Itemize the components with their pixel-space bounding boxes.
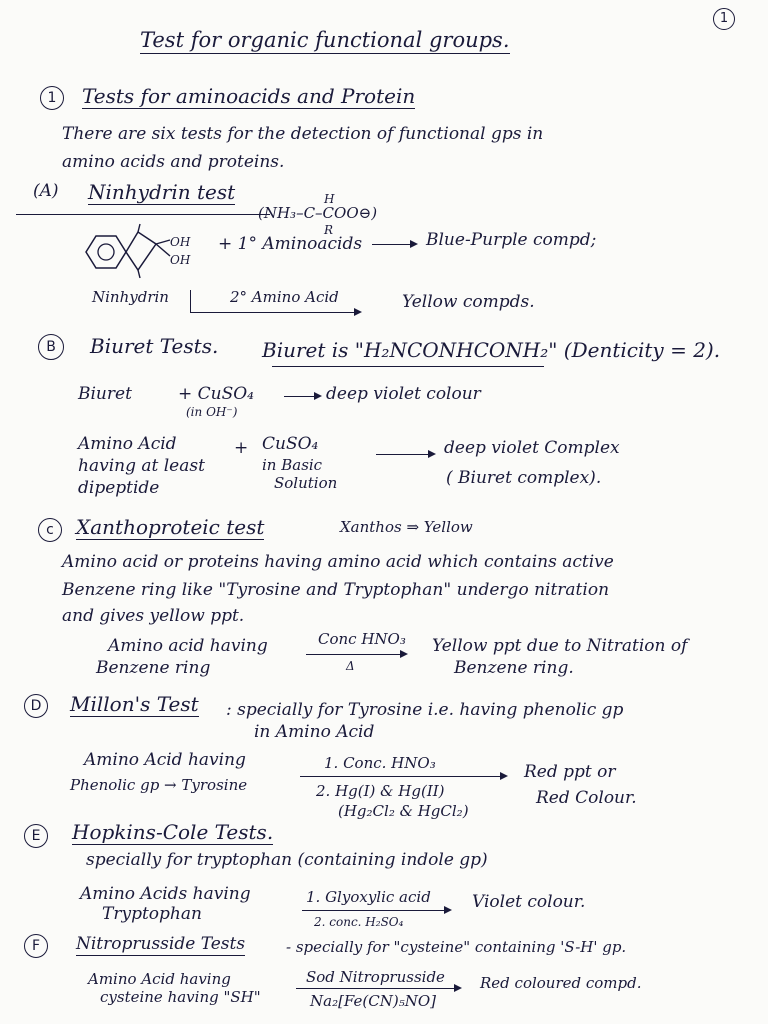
test-f-reactant-2: cysteine having "SH" [100,988,261,1006]
test-c-label: c [46,522,54,538]
test-c-paragraph-2: Benzene ring like "Tyrosine and Tryptophan" undergo nitration [62,580,610,600]
test-d-label: D [30,698,42,714]
amino-acid-h: H [324,192,335,206]
divider-line [16,214,270,215]
hydroxyl-label-1: OH [170,235,191,249]
test-d-step-1: 1. Conc. HNO₃ [324,754,436,772]
test-f-reagent-formula: Na₂[Fe(CN)₅NO] [310,992,436,1010]
hydroxyl-label-2: OH [170,253,191,267]
biuret-reaction-left: Biuret [78,384,132,404]
test-e-label: E [31,828,41,844]
test-d-step-2: 2. Hg(I) & Hg(II) [316,782,445,800]
test-d-description-1: : specially for Tyrosine i.e. having phenolic gp [226,700,624,720]
test-c-reagent: Conc HNO₃ [318,630,406,648]
page-number-badge [713,8,735,30]
test-d-reactant-2: Phenolic gp → Tyrosine [70,776,248,794]
biuret-plus: + [234,438,249,458]
biuret-product-2: ( Biuret complex). [446,468,602,488]
biuret-reaction-reagent: + CuSO₄ [178,384,255,404]
biuret-aa-line-3: dipeptide [78,478,160,498]
test-e-reactant-1: Amino Acids having [80,884,251,904]
biuret-aa-line-2: having at least [78,456,205,476]
reaction-arrow [302,910,450,911]
ninhydrin-structure-icon [72,222,192,282]
test-a-reactant-2: 2° Amino Acid [230,288,339,306]
intro-line-2: amino acids and proteins. [62,152,285,172]
page-number: 1 [719,11,729,26]
test-a-reagent: Ninhydrin [92,288,169,306]
reaction-arrow [300,776,506,777]
test-d-product-2: Red Colour. [536,788,637,808]
test-d-reactant-1: Amino Acid having [84,750,246,770]
test-f-description: - specially for "cysteine" containing 'S-H' gp. [286,938,627,956]
test-c-badge [38,518,62,542]
intro-line-1: There are six tests for the detection of functional gps in [62,124,544,144]
test-c-paragraph-1: Amino acid or proteins having amino acid which contains active [62,552,614,572]
bracket-line [190,290,191,312]
test-a-reactant-1: + 1° Aminoacids [218,234,363,254]
underline [272,366,544,367]
test-c-paragraph-3: and gives yellow ppt. [62,606,245,626]
test-f-product: Red coloured compd. [480,974,642,992]
test-c-note: Xanthos ⇒ Yellow [340,518,473,536]
section-number: 1 [47,90,57,106]
test-c-heading: Xanthoproteic test [76,515,265,539]
reaction-arrow [300,312,360,313]
test-c-product-1: Yellow ppt due to Nitration of [432,636,688,656]
test-d-heading: Millon's Test [70,692,199,716]
reaction-arrow [296,988,460,989]
test-c-product-2: Benzene ring. [454,658,574,678]
test-e-reactant-2: Tryptophan [102,904,202,924]
test-a-label: (A) [33,181,59,201]
reaction-arrow [306,654,406,655]
test-b-label: B [46,339,56,355]
page-title: Test for organic functional groups. [140,28,510,52]
test-e-step-1: 1. Glyoxylic acid [306,888,431,906]
test-e-description: specially for tryptophan (containing indole gp) [86,850,488,870]
reaction-arrow [372,244,416,245]
amino-acid-formula: (NH₃–C–COO⊖) [258,204,378,222]
test-d-description-2: in Amino Acid [254,722,375,742]
test-b-heading: Biuret Tests. [90,334,219,358]
amino-acid-r: R [324,223,334,237]
test-f-reagent: Sod Nitroprusside [306,968,445,986]
biuret-reaction-condition: (in OH⁻) [186,405,238,419]
test-f-heading: Nitroprusside Tests [76,934,246,954]
test-c-condition: Δ [346,659,355,673]
biuret-aa-line-1: Amino Acid [78,434,177,454]
test-c-reactant-2: Benzene ring [96,658,211,678]
test-e-badge [24,824,48,848]
biuret-reagent-2: in Basic [262,456,323,474]
biuret-reagent-1: CuSO₄ [262,434,319,454]
test-a-heading: Ninhydrin test [88,180,236,204]
test-a-product-2: Yellow compds. [402,292,535,312]
reaction-arrow [376,454,434,455]
biuret-reagent-3: Solution [274,474,338,492]
section-heading: Tests for aminoacids and Protein [82,84,416,108]
test-e-step-2: 2. conc. H₂SO₄ [314,915,404,929]
test-d-product-1: Red ppt or [524,762,616,782]
test-f-reactant-1: Amino Acid having [88,970,231,988]
reaction-arrow [284,396,320,397]
test-c-reactant-1: Amino acid having [108,636,268,656]
test-a-product-1: Blue-Purple compd; [426,230,597,250]
section-number-badge [40,86,64,110]
test-f-badge [24,934,48,958]
test-f-label: F [31,938,41,954]
test-d-step-3: (Hg₂Cl₂ & HgCl₂) [338,802,469,820]
test-e-heading: Hopkins-Cole Tests. [72,820,274,844]
biuret-formula: Biuret is "H₂NCONHCONH₂" (Denticity = 2). [262,338,721,362]
test-d-badge [24,694,48,718]
biuret-product-1: deep violet Complex [444,438,620,458]
test-b-badge [38,334,64,360]
biuret-reaction-product: deep violet colour [326,384,481,404]
test-e-product: Violet colour. [472,892,586,912]
